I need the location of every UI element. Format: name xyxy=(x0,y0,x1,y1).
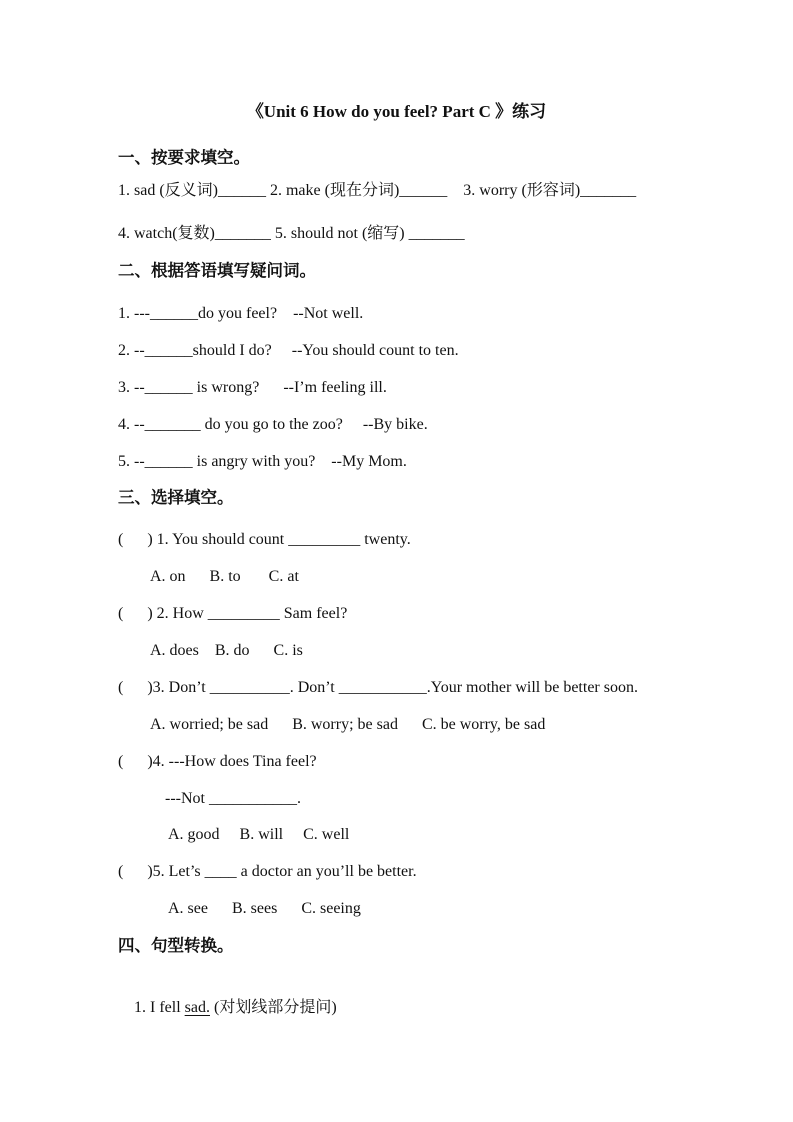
section-2-item-1: 1. ---______do you feel? --Not well. xyxy=(118,305,364,322)
section-2-item-3: 3. --______ is wrong? --I’m feeling ill. xyxy=(118,379,387,396)
choice-q2-options: A. does B. do C. is xyxy=(150,642,303,659)
section-1-line-1: 1. sad (反义词)______ 2. make (现在分词)______ 3. worry (形容词)_______ xyxy=(118,182,637,199)
section-2-item-2: 2. --______should I do? --You should count to ten. xyxy=(118,342,459,359)
choice-q3-stem: ( )3. Don’t __________. Don’t ___________.Your mother will be better soon. xyxy=(118,679,638,696)
worksheet-title: 《Unit 6 How do you feel? Part C 》练习 xyxy=(246,102,547,121)
section-1-heading: 一、按要求填空。 xyxy=(118,148,250,167)
choice-q4-answer: ---Not ___________. xyxy=(165,790,301,807)
section-2-item-5: 5. --______ is angry with you? --My Mom. xyxy=(118,453,407,470)
choice-q5-stem: ( )5. Let’s ____ a doctor an you’ll be better. xyxy=(118,863,417,880)
choice-q4-options: A. good B. will C. well xyxy=(168,826,350,843)
choice-q1-stem: ( ) 1. You should count _________ twenty. xyxy=(118,531,411,548)
section-4-heading: 四、句型转换。 xyxy=(118,936,234,955)
underlined-word: sad. xyxy=(184,999,210,1016)
section-2-item-4: 4. --_______ do you go to the zoo? --By bike. xyxy=(118,416,428,433)
section-3-heading: 三、选择填空。 xyxy=(118,488,234,507)
choice-q2-stem: ( ) 2. How _________ Sam feel? xyxy=(118,605,348,622)
section-2-heading: 二、根据答语填写疑问词。 xyxy=(118,261,316,280)
choice-q5-options: A. see B. sees C. seeing xyxy=(168,900,361,917)
choice-q3-options: A. worried; be sad B. worry; be sad C. be worry, be sad xyxy=(150,716,546,733)
choice-q1-options: A. on B. to C. at xyxy=(150,568,299,585)
section-4-item-1-prefix: 1. I fell xyxy=(134,999,185,1016)
section-4-item-1 xyxy=(118,978,337,1038)
section-1-line-2: 4. watch(复数)_______ 5. should not (缩写) _______ xyxy=(118,225,465,242)
choice-q4-stem: ( )4. ---How does Tina feel? xyxy=(118,753,317,770)
section-4-item-1-suffix: (对划线部分提问) xyxy=(209,999,337,1016)
